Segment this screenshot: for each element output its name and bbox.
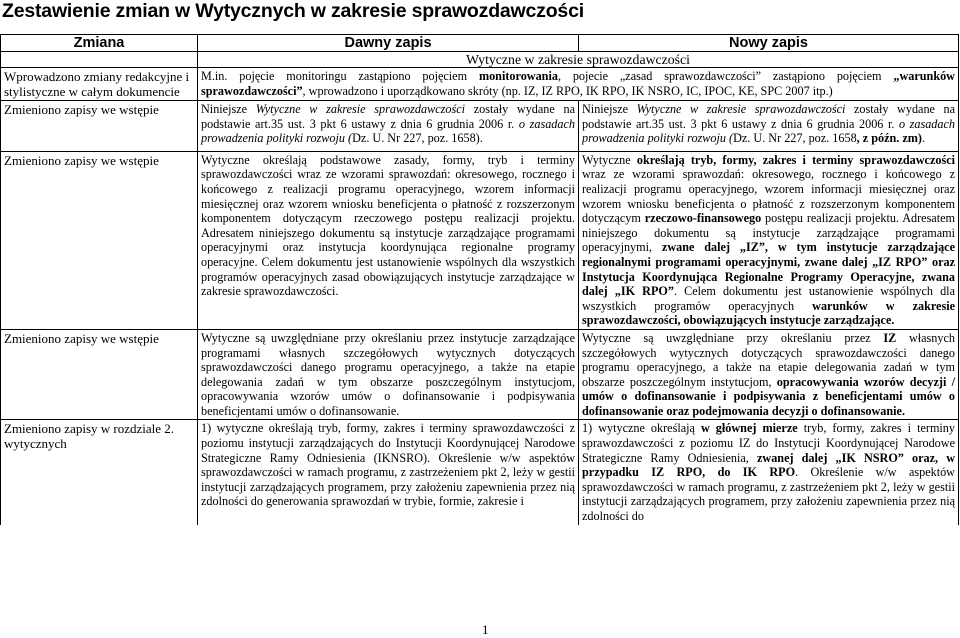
bold-run: zwane dalej „IZ”, w tym instytucje zarządzające regionalnymi programami operacyjnymi, zwane dalej „IZ RPO” oraz Instytucja Koordynująca Regionalne Programy Operacyjne, zwana dalej „IK RPO” — [582, 240, 955, 299]
bold-run: w głównej mierze — [700, 421, 798, 436]
bold-run: rzeczowo-finansowego — [644, 211, 762, 226]
text-run: . — [922, 131, 926, 146]
text-run: Wytyczne są uwzględniane przy określaniu przez — [582, 330, 884, 345]
bold-run: IZ — [883, 330, 897, 345]
italic-run: Wytyczne w zakresie sprawozdawczości — [255, 102, 466, 116]
table-header-row — [1, 35, 959, 52]
text-run: Dz. U. Nr 227, poz. 1658). — [352, 131, 483, 146]
text-run: , pojecie „zasad sprawozdawczości” zastąpiono pojęciem — [557, 69, 894, 83]
text-run: zostały wydane na podstawie art.35 ust. 3 pkt 6 ustawy z dnia 6 grudnia 2006 r. — [201, 102, 575, 131]
new-text-cell — [579, 101, 959, 152]
new-text-cell — [579, 420, 959, 525]
old-text-cell: Wytyczne określają podstawowe zasady, formy, tryb i terminy sprawozdawczości wraz ze wzorami sprawozdań: okresowego, rocznego i końcowego z realizacji programu operacyjnego, wzorem informacji miesięcznej oraz wzorem wniosku beneficjenta o płatność z rozszerzonym komponentem dotyczącym rzeczowego postępu realizacji projektu. Adresatem niniejszego dokumentu są instytucje zarządzające programami operacyjnymi oraz instytucja koordynująca regionalne programy operacyjne. Celem dokumentu jest ustanowienie wspólnych dla wszystkich programów operacyjnych zasad obowiązujących instytucje zarządzające w zakresie sprawozdawczości. — [198, 151, 579, 329]
text-run: postępu realizacji projektu. Adresatem niniejszego dokumentu są instytucje zarządzające programami operacyjnymi, — [582, 211, 955, 255]
change-cell: Zmieniono zapisy w rozdziale 2. wytycznych — [1, 420, 198, 525]
bold-run: opracowywania wzorów decyzji / umów o dofinansowanie i podpisywania z beneficjentami umów o dofinansowanie oraz podejmowania decyzji o dofinansowanie. — [582, 374, 955, 418]
text-run: , wprowadzono i uporządkowano skróty (np. IZ, IZ RPO, IK RPO, IK NSRO, IC, IPOC, KE, SPC 2007 itp.) — [302, 83, 833, 98]
merged-cell — [198, 68, 959, 101]
italic-run: o zasadach prowadzenia polityki rozwoju ( — [582, 116, 955, 146]
table-row — [1, 68, 959, 101]
table-subheader-row — [1, 52, 959, 68]
empty-cell — [1, 52, 198, 68]
text-run: własnych szczegółowych wytycznych dotyczących sprawozdawczości danego programu operacyjnego, a także na etapie delegowania zadań w tym obszarze poszczególnym instytucjom, — [582, 330, 955, 389]
old-text-cell: Wytyczne są uwzględniane przy określaniu przez instytucje zarządzające programami własnych szczegółowych wytycznych dotyczących sprawozdawczości danego programu operacyjnego, a także na etapie delegowania zadań w tym obszarze poszczególnym instytucjom, opracowywania wzorów umów o dofinansowanie i podpisywania beneficjentami umów o dofinansowanie. — [198, 329, 579, 420]
header-change: Zmiana — [1, 35, 198, 52]
text-run: 1) wytyczne określają — [582, 421, 701, 436]
table-row — [1, 101, 959, 152]
text-run: tryb, formy, zakres i terminy sprawozdawczości z poziomu IZ do Instytucji Koordynującej Narodowe Strategiczne Ramy Odniesienia, — [582, 421, 955, 465]
change-cell: Zmieniono zapisy we wstępie — [1, 329, 198, 420]
section-subheader: Wytyczne w zakresie sprawozdawczości — [198, 52, 959, 68]
page-number: 1 — [482, 622, 489, 637]
table-row — [1, 151, 959, 329]
text-run: Dz. U. Nr 227, poz. 1658 — [733, 131, 857, 146]
change-cell: Wprowadzono zmiany redakcyjne i stylistyczne w całym dokumencie — [1, 68, 198, 101]
changes-table — [0, 34, 959, 525]
header-new: Nowy zapis — [579, 35, 959, 52]
bold-run: , z późn. zm) — [856, 131, 922, 146]
text-run: M.in. pojęcie monitoringu zastąpiono pojęciem — [201, 69, 479, 83]
bold-run: „warunków sprawozdawczości” — [201, 69, 955, 98]
bold-run: określają tryb, formy, zakres i terminy sprawozdawczości — [636, 152, 955, 167]
text-run: Niniejsze — [201, 102, 256, 116]
table-row — [1, 420, 959, 525]
change-cell: Zmieniono zapisy we wstępie — [1, 101, 198, 152]
italic-run: Wytyczne w zakresie sprawozdawczości — [636, 102, 846, 116]
text-run: . Celem dokumentu jest ustanowienie wspólnych dla wszystkich programów operacyjnych — [582, 284, 955, 313]
page-title: Zestawienie zmian w Wytycznych w zakresie sprawozdawczości — [2, 0, 584, 22]
text-run: wraz ze wzorami sprawozdań: okresowego, rocznego i końcowego z realizacji programu operacyjnego, wzorem informacji miesięcznej oraz wzorem wniosku beneficjenta o płatność z rozszerzonym komponentem dotyczącym — [582, 167, 955, 226]
text-run: . Określenie w/w aspektów sprawozdawczości w ramach programu, z zastrzeżeniem pkt 2, leży w gestii instytucji zarządzających programem, przy założeniu zapewnienia przez nią zdolności do — [582, 465, 955, 524]
text-run: Niniejsze — [582, 102, 637, 116]
bold-run: monitorowania — [478, 69, 558, 83]
old-text-cell: 1) wytyczne określają tryb, formy, zakres i terminy sprawozdawczości z poziomu instytucji zarządzających do Instytucji Koordynującej Narodowe Strategiczne Ramy Odniesienia (IKNSRO). Określenie w/w aspektów sprawozdawczości w ramach programu, z zastrzeżeniem pkt 2, leży w gestii instytucji zarządzających programem, przy założeniu zapewnienia przez nią zdolności do generowania sprawozdań w trybie, formie, zakresie i — [198, 420, 579, 525]
header-old: Dawny zapis — [198, 35, 579, 52]
new-text-cell — [579, 151, 959, 329]
change-cell: Zmieniono zapisy we wstępie — [1, 151, 198, 329]
italic-run: o zasadach prowadzenia polityki rozwoju ( — [201, 116, 575, 146]
text-run: Wytyczne — [582, 152, 637, 167]
old-text-cell — [198, 101, 579, 152]
new-text-cell — [579, 329, 959, 420]
bold-run: warunków w zakresie sprawozdawczości, obowiązujących instytucje zarządzające. — [582, 298, 955, 328]
bold-run: zwanej dalej „IK NSRO” oraz, w przypadku IZ RPO, do IK RPO — [582, 450, 956, 480]
text-run: zostały wydane na podstawie art.35 ust. 3 pkt 6 ustawy z dnia 6 grudnia 2006 r. — [582, 102, 955, 131]
table-row — [1, 329, 959, 420]
